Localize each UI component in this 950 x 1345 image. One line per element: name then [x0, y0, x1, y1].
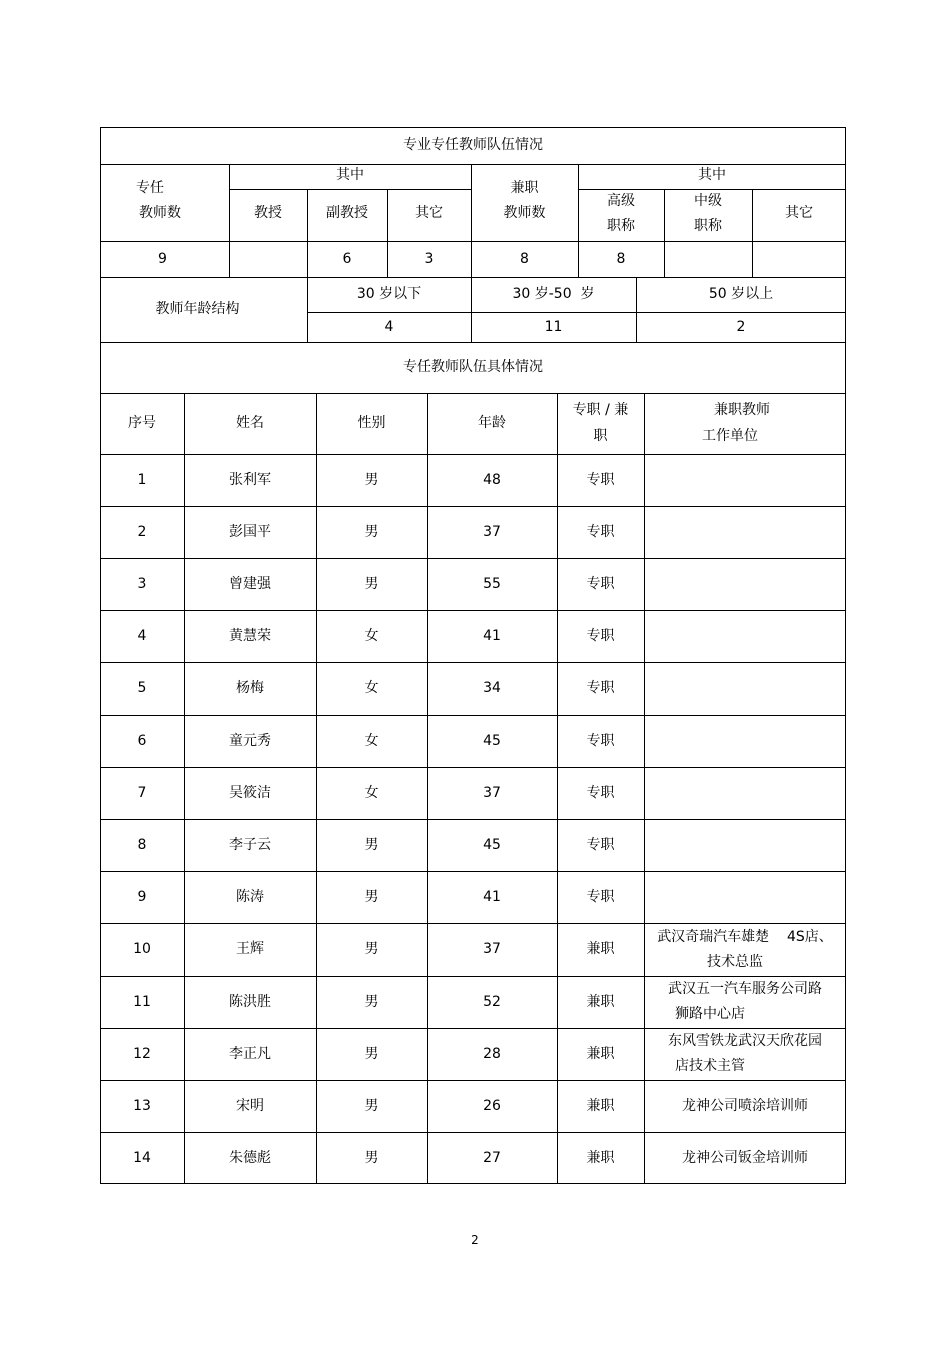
row-age: 37 — [483, 784, 501, 801]
detail-title: 专任教师队伍具体情况 — [403, 359, 543, 375]
row-type: 专职 — [586, 471, 615, 488]
row-type: 专职 — [586, 680, 615, 696]
row-name: 黄慧荣 — [229, 627, 271, 644]
row-gender: 男 — [364, 941, 379, 957]
row-unit-line1: 龙神公司钣金培训师 — [682, 1149, 808, 1166]
table-rule — [100, 1080, 846, 1081]
row-name: 王辉 — [236, 941, 264, 957]
row-gender: 男 — [364, 1149, 379, 1166]
header-unit-line1: 兼职教师 — [714, 402, 770, 418]
table-rule — [229, 189, 471, 190]
header-type-line2: 职 — [593, 428, 608, 444]
age-under-30-header: 30 岁以下 — [356, 286, 422, 302]
row-gender: 男 — [364, 575, 379, 592]
row-gender: 女 — [364, 680, 379, 696]
row-name: 吴筱洁 — [229, 784, 271, 801]
header-unit-line2: 工作单位 — [702, 428, 758, 444]
row-age: 55 — [483, 575, 501, 592]
row-gender: 男 — [364, 471, 379, 488]
row-no: 12 — [133, 1045, 151, 1062]
other-count-1: 3 — [424, 251, 434, 267]
row-unit-line1: 东风雪铁龙武汉天欣花园 — [668, 1033, 822, 1049]
row-age: 37 — [483, 523, 501, 540]
assoc-professor-header: 副教授 — [326, 205, 368, 221]
row-age: 52 — [483, 993, 501, 1010]
assoc-professor-count: 6 — [342, 251, 352, 267]
row-age: 27 — [483, 1149, 501, 1166]
fulltime-count: 9 — [158, 251, 167, 267]
senior-count: 8 — [616, 251, 626, 267]
parttime-label-line2: 教师数 — [503, 205, 546, 221]
header-type-line1: 专职 / 兼 — [572, 402, 629, 418]
row-gender: 男 — [364, 993, 379, 1010]
row-no: 14 — [133, 1149, 151, 1166]
row-no: 1 — [137, 471, 147, 488]
row-no: 10 — [133, 941, 151, 957]
row-gender: 男 — [364, 1045, 379, 1062]
row-age: 41 — [483, 888, 501, 905]
row-age: 37 — [483, 941, 501, 957]
row-no: 8 — [137, 836, 147, 853]
senior-header-line2: 职称 — [607, 218, 635, 234]
row-no: 4 — [137, 627, 147, 644]
row-gender: 男 — [364, 523, 379, 540]
row-age: 41 — [483, 627, 501, 644]
table-rule — [100, 662, 846, 663]
row-no: 13 — [133, 1097, 151, 1114]
parttime-count: 8 — [520, 251, 529, 267]
header-name: 姓名 — [236, 415, 264, 431]
qizhong-header-2: 其中 — [698, 167, 726, 183]
table-rule — [100, 1132, 846, 1133]
row-gender: 男 — [364, 888, 379, 905]
age-30-50-value: 11 — [544, 319, 563, 335]
row-name: 宋明 — [236, 1097, 264, 1114]
row-gender: 女 — [364, 732, 379, 749]
row-name: 杨梅 — [236, 680, 264, 696]
row-type: 专职 — [586, 784, 615, 801]
row-unit-line2: 狮路中心店 — [675, 1006, 745, 1022]
row-age: 26 — [483, 1097, 501, 1114]
row-no: 11 — [133, 993, 151, 1010]
row-name: 彭国平 — [229, 523, 271, 540]
table-rule — [100, 715, 846, 716]
row-type: 兼职 — [586, 993, 615, 1010]
row-age: 48 — [483, 471, 501, 488]
header-age: 年龄 — [478, 415, 506, 431]
table-rule — [100, 506, 846, 507]
row-name: 陈洪胜 — [229, 993, 271, 1010]
row-name: 曾建强 — [229, 575, 271, 592]
age-over-50-header: 50 岁以上 — [708, 286, 774, 302]
other-header-1: 其它 — [415, 205, 443, 221]
row-unit-line1: 武汉奇瑞汽车雄楚 4S店、 — [657, 928, 833, 945]
row-age: 34 — [483, 680, 501, 696]
table-rule — [100, 558, 846, 559]
row-name: 张利军 — [229, 471, 271, 488]
fulltime-label-line1: 专任 — [136, 180, 164, 196]
row-no: 7 — [137, 784, 147, 801]
table-rule — [100, 454, 846, 455]
header-gender: 性别 — [357, 415, 386, 431]
row-gender: 女 — [364, 784, 379, 801]
row-type: 专职 — [586, 627, 615, 644]
row-type: 兼职 — [586, 1097, 615, 1114]
row-unit-line1: 龙神公司喷涂培训师 — [682, 1097, 808, 1114]
row-name: 陈涛 — [236, 888, 264, 905]
age-under-30-value: 4 — [384, 319, 394, 335]
row-no: 3 — [137, 575, 147, 592]
row-type: 兼职 — [586, 1045, 615, 1062]
row-age: 28 — [483, 1045, 501, 1062]
row-name: 童元秀 — [229, 732, 271, 749]
middle-header-line2: 职称 — [694, 218, 722, 234]
table-rule — [307, 312, 846, 313]
row-name: 李子云 — [229, 836, 271, 853]
age-over-50-value: 2 — [736, 319, 746, 335]
row-gender: 女 — [364, 627, 379, 644]
row-type: 专职 — [586, 732, 615, 749]
table-rule — [100, 342, 846, 343]
summary-title: 专业专任教师队伍情况 — [403, 137, 543, 153]
row-name: 朱德彪 — [229, 1149, 271, 1166]
row-gender: 男 — [364, 1097, 379, 1114]
table-rule — [100, 393, 846, 394]
row-type: 兼职 — [586, 1149, 615, 1166]
age-structure-label: 教师年龄结构 — [155, 301, 240, 317]
row-unit-line2: 技术总监 — [707, 953, 763, 970]
page-number: 2 — [471, 1233, 479, 1247]
table-rule — [100, 819, 846, 820]
parttime-label-line1: 兼职 — [510, 180, 539, 196]
row-name: 李正凡 — [229, 1045, 271, 1062]
row-unit-line1: 武汉五一汽车服务公司路 — [668, 981, 822, 997]
row-type: 兼职 — [586, 941, 615, 957]
middle-header-line1: 中级 — [694, 193, 722, 209]
table-rule — [100, 871, 846, 872]
row-type: 专职 — [586, 523, 615, 540]
other-header-2: 其它 — [785, 205, 813, 221]
header-no: 序号 — [128, 415, 156, 431]
row-age: 45 — [483, 836, 501, 853]
row-no: 9 — [137, 888, 147, 905]
row-gender: 男 — [364, 836, 379, 853]
table-rule — [100, 610, 846, 611]
qizhong-header-1: 其中 — [336, 167, 364, 183]
table-rule — [100, 277, 846, 278]
table-rule — [100, 767, 846, 768]
row-no: 6 — [137, 732, 147, 749]
fulltime-label-line2: 教师数 — [139, 205, 181, 221]
table-rule — [100, 241, 846, 242]
row-unit-line2: 店技术主管 — [675, 1058, 745, 1074]
row-no: 5 — [137, 680, 147, 696]
table-rule — [644, 393, 645, 1184]
row-type: 专职 — [586, 888, 615, 905]
age-30-50-header: 30 岁-50 岁 — [512, 286, 595, 302]
senior-header-line1: 高级 — [607, 193, 635, 209]
row-type: 专职 — [586, 836, 615, 853]
row-type: 专职 — [586, 575, 615, 592]
professor-header: 教授 — [254, 205, 282, 221]
row-age: 45 — [483, 732, 501, 749]
row-no: 2 — [137, 523, 147, 540]
